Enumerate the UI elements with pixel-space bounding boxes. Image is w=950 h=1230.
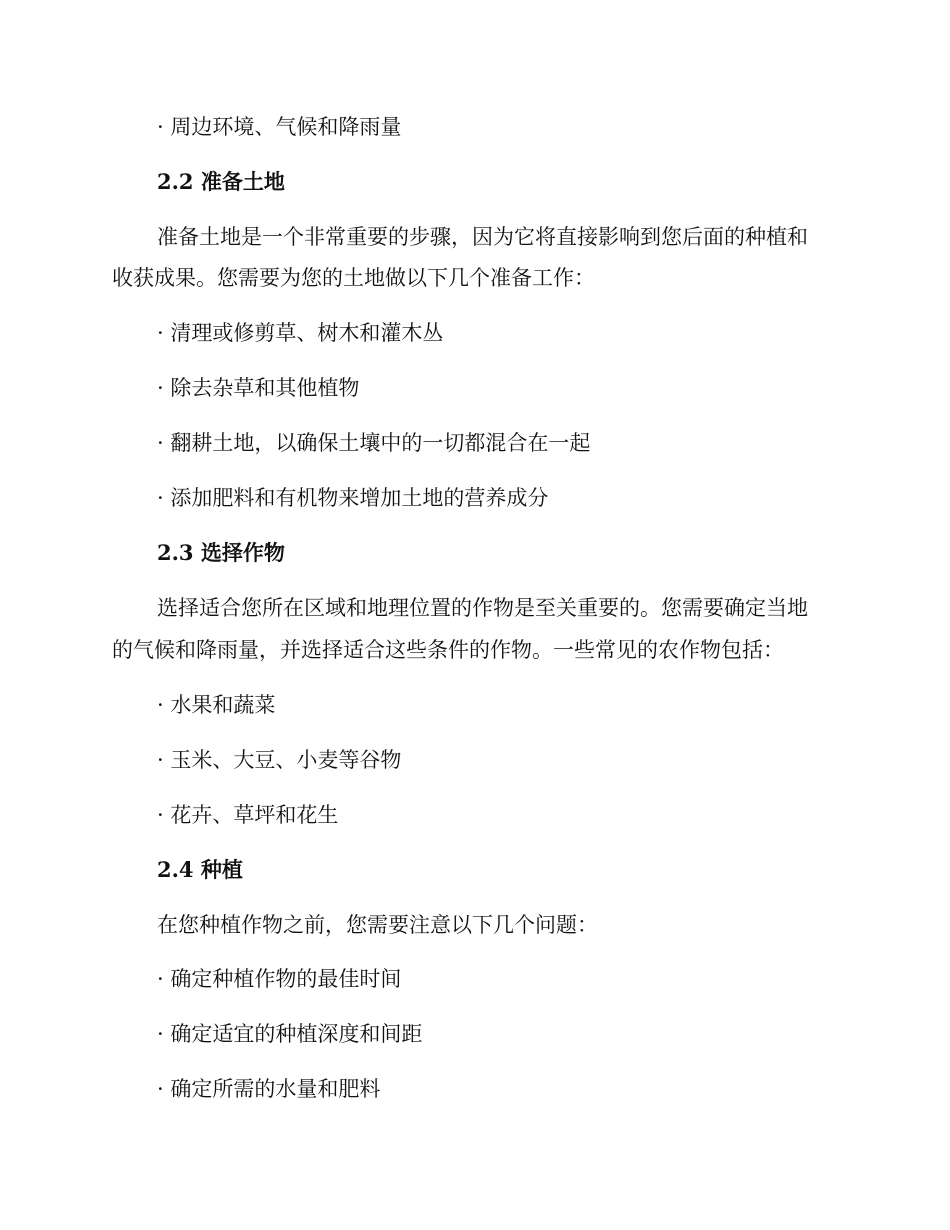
paragraph-line: 的气候和降雨量，并选择适合这些条件的作物。一些常见的农作物包括：	[112, 638, 784, 662]
paragraph-line: 收获成果。您需要为您的土地做以下几个准备工作：	[112, 266, 595, 290]
bullet-item: · 清理或修剪草、树木和灌木丛	[157, 321, 444, 345]
bullet-item: · 确定适宜的种植深度和间距	[157, 1022, 423, 1046]
bullet-item: · 确定种植作物的最佳时间	[157, 967, 402, 991]
section-heading-2-4: 2.4 种植	[157, 857, 243, 882]
bullet-item: · 除去杂草和其他植物	[157, 376, 360, 400]
bullet-item: · 花卉、草坪和花生	[157, 803, 339, 827]
bullet-item: · 水果和蔬菜	[157, 693, 276, 717]
bullet-item: · 确定所需的水量和肥料	[157, 1077, 381, 1101]
bullet-item: · 翻耕土地，以确保土壤中的一切都混合在一起	[157, 431, 591, 455]
bullet-item: · 周边环境、气候和降雨量	[157, 115, 402, 139]
section-heading-2-2: 2.2 准备土地	[157, 169, 285, 194]
section-heading-2-3: 2.3 选择作物	[157, 540, 285, 565]
paragraph-line: 选择适合您所在区域和地理位置的作物是至关重要的。您需要确定当地	[157, 596, 808, 620]
paragraph-line: 准备土地是一个非常重要的步骤，因为它将直接影响到您后面的种植和	[157, 225, 808, 249]
paragraph-line: 在您种植作物之前，您需要注意以下几个问题：	[157, 913, 598, 937]
bullet-item: · 玉米、大豆、小麦等谷物	[157, 748, 402, 772]
bullet-item: · 添加肥料和有机物来增加土地的营养成分	[157, 486, 549, 510]
